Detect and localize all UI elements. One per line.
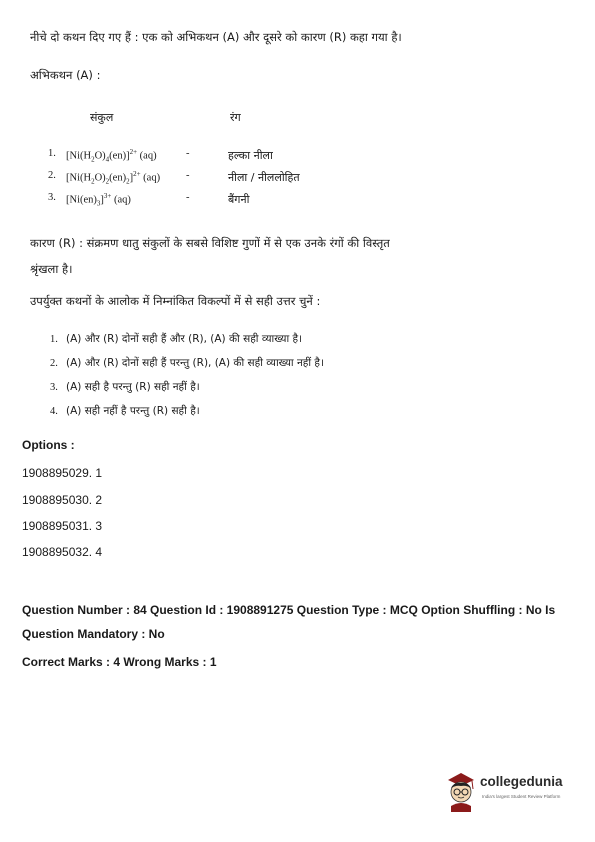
reason-line: श्रृंखला है। bbox=[30, 262, 73, 276]
complex-row bbox=[48, 146, 368, 166]
choice-text: (A) सही नहीं है परन्तु (R) सही है। bbox=[66, 405, 200, 417]
complex-colour: बैंगनी bbox=[228, 193, 250, 206]
row-dash: - bbox=[186, 170, 190, 181]
choice-number: 1. bbox=[50, 334, 58, 345]
intro-text: नीचे दो कथन दिए गए हैं : एक को अभिकथन (A) और दूसरे को कारण (R) कहा गया है। bbox=[30, 30, 402, 44]
column-header-colour: रंग bbox=[230, 111, 241, 124]
choice-number: 4. bbox=[50, 406, 58, 417]
instruction-text: उपर्युक्त कथनों के आलोक में निम्नांकित विकल्पों में से सही उत्तर चुनें : bbox=[30, 294, 321, 308]
choice-text: (A) और (R) दोनों सही हैं और (R), (A) की सही व्याख्या है। bbox=[66, 333, 303, 345]
assertion-label: अभिकथन (A) : bbox=[30, 68, 101, 82]
row-number: 2. bbox=[48, 170, 56, 181]
question-meta-line: Correct Marks : 4 Wrong Marks : 1 bbox=[22, 655, 217, 669]
row-number: 3. bbox=[48, 192, 56, 203]
complex-row bbox=[48, 168, 368, 188]
answer-choice bbox=[50, 332, 302, 346]
choice-text: (A) और (R) दोनों सही हैं परन्तु (R), (A) की सही व्याख्या नहीं है। bbox=[66, 357, 324, 369]
logo-tagline: India's largest Student Review Platform bbox=[482, 794, 561, 799]
question-meta-line: Question Number : 84 Question Id : 1908891275 Question Type : MCQ Option Shuffling : No Is bbox=[22, 603, 556, 617]
column-header-complex: संकुल bbox=[90, 111, 114, 124]
mascot-icon bbox=[442, 770, 480, 812]
logo-wordmark: collegedunia bbox=[480, 774, 563, 789]
option-id: 1908895031. 3 bbox=[22, 519, 103, 533]
question-meta-line: Question Mandatory : No bbox=[22, 627, 165, 641]
answer-choice bbox=[50, 380, 200, 394]
row-dash: - bbox=[186, 148, 190, 159]
choice-text: (A) सही है परन्तु (R) सही नहीं है। bbox=[66, 381, 200, 393]
answer-choice bbox=[50, 404, 200, 418]
row-number: 1. bbox=[48, 148, 56, 159]
complex-formula: $[Ni(H_2O)_4(en)]^{2+}$ (aq) bbox=[66, 148, 157, 164]
option-id: 1908895032. 4 bbox=[22, 545, 103, 559]
choice-number: 3. bbox=[50, 382, 58, 393]
complex-colour: नीला / नीललोहित bbox=[228, 171, 300, 184]
answer-choice bbox=[50, 356, 324, 370]
collegedunia-logo bbox=[442, 768, 577, 816]
option-id: 1908895030. 2 bbox=[22, 493, 103, 507]
complex-row bbox=[48, 190, 368, 210]
reason-line: कारण (R) : संक्रमण धातु संकुलों के सबसे विशिष्ट गुणों में से एक उनके रंगों की विस्तृत bbox=[30, 236, 390, 250]
choice-number: 2. bbox=[50, 358, 58, 369]
complex-formula: $[Ni(en)_3]^{3+}$ (aq) bbox=[66, 192, 131, 208]
complex-colour: हल्का नीला bbox=[228, 149, 273, 162]
row-dash: - bbox=[186, 192, 190, 203]
reason-statement bbox=[30, 230, 460, 282]
option-id: 1908895029. 1 bbox=[22, 466, 103, 480]
complex-formula: $[Ni(H_2O)_2(en)_2]^{2+}$ (aq) bbox=[66, 170, 161, 186]
options-heading: Options : bbox=[22, 438, 75, 452]
